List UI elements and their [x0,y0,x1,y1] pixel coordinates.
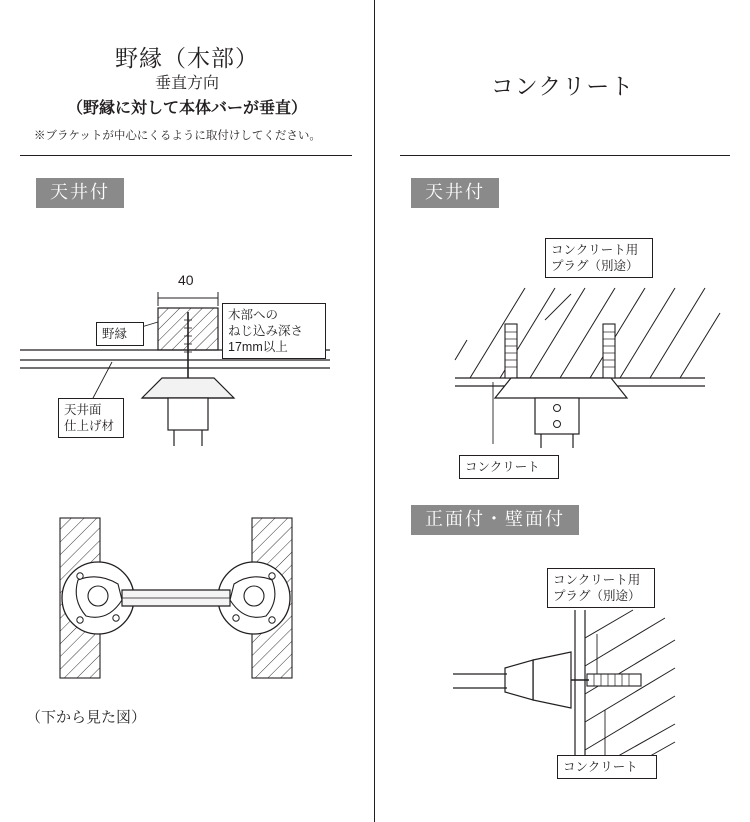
callout-screw-depth [222,303,326,359]
left-panel [0,0,374,822]
callout-noburi: 野縁 [96,322,144,346]
dimension-label-40: 40 [178,272,194,288]
callout-concrete-top: コンクリート [459,455,559,479]
callout-concrete-plug-top-line1: コンクリート用 [551,243,639,257]
bottom-view-drawing [0,500,374,690]
bottom-view-caption: （下から見た図） [26,709,147,726]
callout-concrete-plug-top-line2: プラグ（別途） [551,259,639,273]
callout-concrete-plug-top [545,238,653,278]
badge-ceiling-mount-left: 天井付 [36,178,124,208]
right-title: コンクリート [490,73,635,99]
callout-screw-depth-line1: 木部への [228,308,279,322]
right-horizontal-rule [400,155,730,156]
right-panel [375,0,750,822]
callout-concrete-plug-bottom-line2: プラグ（別途） [553,589,641,603]
left-subtitle2: （野縁に対して本体バーが垂直） [66,100,307,117]
callout-concrete-bottom: コンクリート [557,755,657,779]
left-subtitle: 垂直方向 [154,75,219,92]
left-horizontal-rule [20,155,352,156]
callout-concrete-plug-bottom [547,568,655,608]
callout-ceiling-finish-line2: 仕上げ材 [64,419,115,433]
concrete-ceiling-mount-drawing [375,248,750,448]
callout-ceiling-finish [58,398,124,438]
left-note: ※ブラケットが中心にくるように取付けしてください。 [34,130,321,142]
badge-ceiling-mount-right: 天井付 [411,178,499,208]
badge-front-wall-mount: 正面付・壁面付 [411,505,579,535]
callout-concrete-plug-bottom-line1: コンクリート用 [553,573,641,587]
callout-ceiling-finish-line1: 天井面 [64,403,102,417]
callout-screw-depth-line3: 17mm以上 [228,340,288,354]
callout-screw-depth-line2: ねじ込み深さ [228,324,304,338]
left-title: 野縁（木部） [115,45,259,71]
